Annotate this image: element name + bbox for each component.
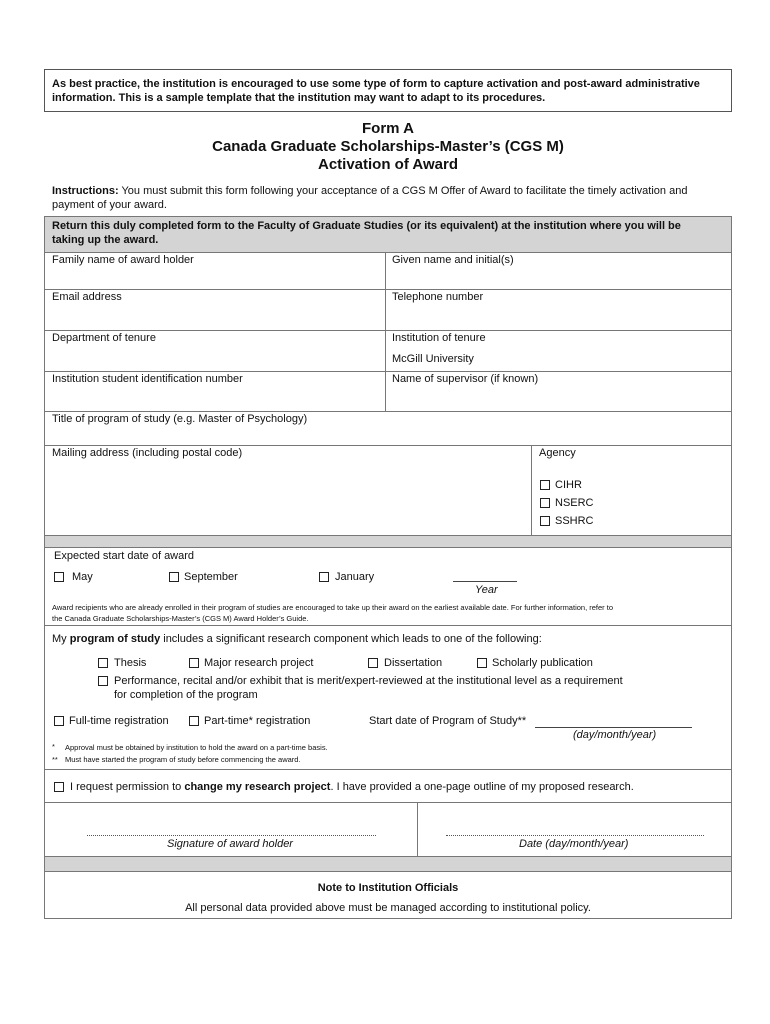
agency-label: Agency: [539, 447, 576, 459]
dissertation-label: Dissertation: [384, 657, 443, 669]
program-title: Canada Graduate Scholarships-Master’s (CGS M): [212, 138, 564, 155]
given-name-field[interactable]: Given name and initial(s): [392, 254, 514, 266]
column-divider: [531, 445, 532, 535]
program-start-label: Start date of Program of Study**: [369, 715, 527, 727]
may-label: May: [72, 571, 93, 583]
divider: [45, 330, 731, 331]
permission-bold: change my research project: [184, 781, 331, 793]
divider: [45, 625, 731, 626]
divider: [45, 445, 731, 446]
date-line[interactable]: [446, 835, 704, 836]
start-note-line-1: Award recipients who are already enrolled in their program of studies are encouraged to take up their award on the earliest available date. For further information, refer to: [52, 603, 614, 612]
footnote-2-mark: **: [52, 755, 58, 764]
thesis-checkbox[interactable]: [98, 658, 108, 668]
sshrc-label: SSHRC: [555, 515, 594, 527]
full-time-checkbox[interactable]: [54, 716, 64, 726]
department-field[interactable]: Department of tenure: [52, 332, 156, 344]
instructions-label: Instructions:: [52, 185, 119, 197]
notice-line-2: information. This is a sample template that the institution may want to adapt to its procedures.: [52, 92, 546, 104]
instructions-text-2: payment of your award.: [52, 199, 167, 211]
telephone-field[interactable]: Telephone number: [392, 291, 484, 303]
year-label: Year: [475, 584, 498, 596]
mailing-address-field[interactable]: Mailing address (including postal code): [52, 447, 243, 459]
publication-label: Scholarly publication: [492, 657, 593, 669]
officials-title: Note to Institution Officials: [317, 882, 459, 894]
divider: [45, 411, 731, 412]
research-bold: program of study: [69, 633, 161, 645]
september-checkbox[interactable]: [169, 572, 179, 582]
divider: [45, 547, 731, 548]
part-time-checkbox[interactable]: [189, 716, 199, 726]
date-label: Date (day/month/year): [519, 838, 629, 850]
sshrc-checkbox[interactable]: [540, 516, 550, 526]
notice-box: [44, 69, 732, 112]
permission-checkbox[interactable]: [54, 782, 64, 792]
student-id-field[interactable]: Institution student identification number: [52, 373, 243, 385]
supervisor-field[interactable]: Name of supervisor (if known): [392, 373, 539, 385]
divider: [45, 535, 731, 536]
form-subtitle: Activation of Award: [317, 156, 459, 173]
performance-label-1: Performance, recital and/or exhibit that is merit/expert-reviewed at the institutional level as a requirement: [114, 675, 623, 687]
start-date-label: Expected start date of award: [54, 550, 195, 562]
research-suffix: includes a significant research component which leads to one of the following:: [160, 633, 542, 645]
institution-value: McGill University: [392, 353, 474, 365]
signature-label: Signature of award holder: [167, 838, 293, 850]
form-title: Form A: [362, 120, 414, 137]
cihr-label: CIHR: [555, 479, 582, 491]
dissertation-checkbox[interactable]: [368, 658, 378, 668]
return-note-line-2: taking up the award.: [52, 234, 159, 246]
email-field[interactable]: Email address: [52, 291, 122, 303]
full-time-label: Full-time registration: [69, 715, 169, 727]
may-checkbox[interactable]: [54, 572, 64, 582]
column-divider: [417, 802, 418, 856]
thesis-label: Thesis: [114, 657, 147, 669]
divider: [45, 769, 731, 770]
september-label: September: [184, 571, 238, 583]
major-project-label: Major research project: [204, 657, 314, 669]
instructions: [52, 185, 687, 197]
permission-prefix: I request permission to: [70, 781, 185, 793]
cihr-checkbox[interactable]: [540, 480, 550, 490]
footnote-1: Approval must be obtained by institution to hold the award on a part-time basis.: [65, 743, 328, 752]
signature-line[interactable]: [87, 835, 376, 836]
permission-statement: [70, 781, 634, 793]
divider: [45, 371, 731, 372]
officials-text: All personal data provided above must be managed according to institutional policy.: [185, 902, 591, 914]
date-format-label: (day/month/year): [573, 729, 657, 741]
return-note-line-1: Return this duly completed form to the Faculty of Graduate Studies (or its equivalent) at the institution where you will be: [52, 220, 681, 232]
footnote-2: Must have started the program of study before commencing the award.: [65, 755, 301, 764]
part-time-label: Part-time* registration: [204, 715, 311, 727]
notice-line-1: As best practice, the institution is encouraged to use some type of form to capture activation and post-award administrative: [52, 78, 700, 90]
nserc-label: NSERC: [555, 497, 594, 509]
divider: [45, 802, 731, 803]
january-label: January: [335, 571, 375, 583]
start-note-line-2: the Canada Graduate Scholarships-Master’s (CGS M) Award Holder’s Guide.: [52, 614, 309, 623]
research-statement: [52, 633, 542, 645]
program-start-input-line[interactable]: [535, 727, 692, 728]
officials-band: [45, 857, 731, 871]
publication-checkbox[interactable]: [477, 658, 487, 668]
column-divider: [385, 252, 386, 411]
form-frame: [44, 216, 732, 919]
nserc-checkbox[interactable]: [540, 498, 550, 508]
institution-field[interactable]: Institution of tenure: [392, 332, 486, 344]
major-project-checkbox[interactable]: [189, 658, 199, 668]
performance-checkbox[interactable]: [98, 676, 108, 686]
performance-label-2: for completion of the program: [114, 689, 258, 701]
year-input-line[interactable]: [453, 581, 517, 582]
divider: [45, 871, 731, 872]
permission-suffix: . I have provided a one-page outline of my proposed research.: [330, 781, 634, 793]
january-checkbox[interactable]: [319, 572, 329, 582]
section-band: [45, 535, 731, 547]
divider: [45, 252, 731, 253]
footnote-1-mark: *: [52, 742, 55, 751]
program-title-field[interactable]: Title of program of study (e.g. Master of Psychology): [52, 413, 308, 425]
research-prefix: My: [52, 633, 70, 645]
family-name-field[interactable]: Family name of award holder: [52, 254, 194, 266]
instructions-text-1: You must submit this form following your acceptance of a CGS M Offer of Award to facilitate the timely activation and: [118, 185, 688, 197]
divider: [45, 289, 731, 290]
